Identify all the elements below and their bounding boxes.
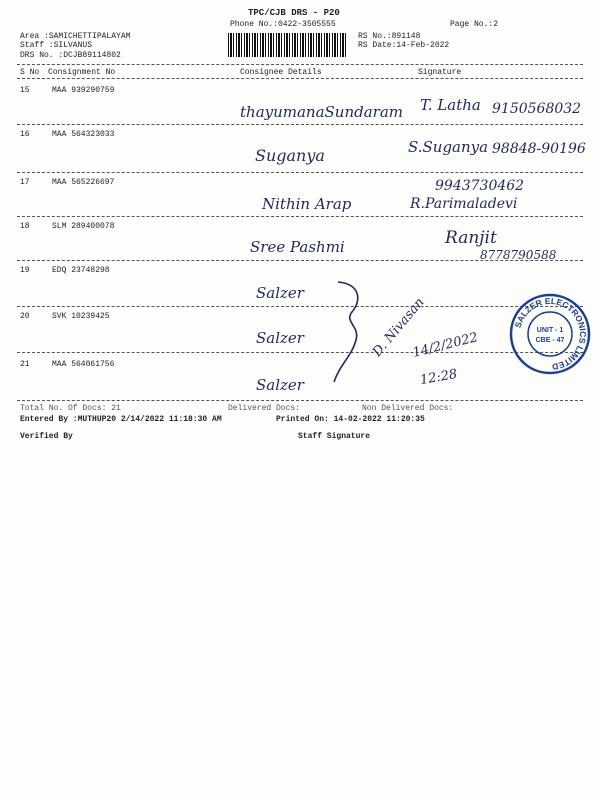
divider bbox=[17, 172, 583, 173]
barcode-image bbox=[228, 33, 348, 57]
row-sno: 21 bbox=[20, 360, 30, 369]
phone-number: Phone No.:0422-3505555 bbox=[230, 20, 336, 29]
row-consignment: MAA 564061756 bbox=[52, 360, 115, 369]
divider bbox=[17, 216, 583, 217]
receiver-date: 14/2/2022 bbox=[411, 330, 480, 361]
row-sno: 18 bbox=[20, 222, 30, 231]
company-stamp bbox=[508, 292, 592, 376]
handwritten-signature: T. Latha bbox=[420, 96, 481, 114]
staff-label: Staff :SILVANUS bbox=[20, 41, 93, 50]
handwritten-name: Nithin Arap bbox=[262, 195, 352, 213]
receiver-name: D. Nivasan bbox=[370, 295, 428, 360]
row-sno: 19 bbox=[20, 266, 30, 275]
handwritten-name: Suganya bbox=[255, 146, 325, 165]
divider bbox=[17, 78, 583, 79]
handwritten-phone: 9150568032 bbox=[492, 101, 582, 117]
divider bbox=[17, 64, 583, 65]
divider bbox=[17, 306, 583, 307]
divider bbox=[17, 352, 583, 353]
handwritten-bracket bbox=[330, 278, 370, 388]
staff-signature: Staff Signature bbox=[298, 432, 371, 441]
stamp-city: CBE - 47 bbox=[535, 337, 565, 344]
handwritten-name: Salzer bbox=[256, 329, 304, 347]
divider bbox=[17, 124, 583, 125]
handwritten-name: Salzer bbox=[256, 284, 304, 302]
handwritten-signature: Ranjit bbox=[445, 228, 497, 248]
row-sno: 16 bbox=[20, 130, 30, 139]
handwritten-phone: 8778790588 bbox=[480, 248, 557, 262]
handwritten-signature: R.Parimaladevi bbox=[410, 196, 518, 212]
row-consignment: MAA 565226697 bbox=[52, 178, 115, 187]
delivered-docs: Delivered Docs: bbox=[228, 404, 301, 413]
row-consignment: SVK 10239425 bbox=[52, 312, 110, 321]
drs-number: DRS No. :DCJB89114802 bbox=[20, 51, 121, 60]
total-docs: Total No. Of Docs: 21 bbox=[20, 404, 121, 413]
handwritten-name: Salzer bbox=[256, 376, 304, 394]
row-sno: 15 bbox=[20, 86, 30, 95]
row-consignment: MAA 939290759 bbox=[52, 86, 115, 95]
printed-on: Printed On: 14-02-2022 11:20:35 bbox=[276, 415, 425, 424]
stamp-unit: UNIT - 1 bbox=[536, 327, 564, 334]
entered-by: Entered By :MUTHUP20 2/14/2022 11:18:30 AM bbox=[20, 415, 222, 424]
row-consignment: EDQ 23748298 bbox=[52, 266, 110, 275]
area-label: Area :SAMICHETTIPALAYAM bbox=[20, 32, 131, 41]
verified-by: Verified By bbox=[20, 432, 73, 441]
row-sno: 20 bbox=[20, 312, 30, 321]
rs-number: RS No.:891148 bbox=[358, 32, 421, 41]
row-sno: 17 bbox=[20, 178, 30, 187]
rs-date: RS Date:14-Feb-2022 bbox=[358, 41, 450, 50]
divider bbox=[17, 260, 583, 261]
row-consignment: SLM 289400078 bbox=[52, 222, 115, 231]
col-header-sno: S No bbox=[20, 68, 40, 77]
divider bbox=[17, 400, 583, 401]
handwritten-name: thayumanaSundaram bbox=[240, 103, 404, 121]
doc-title: TPC/CJB DRS - P20 bbox=[248, 8, 340, 18]
col-header-signature: Signature bbox=[418, 68, 462, 77]
col-header-consignee: Consignee Details bbox=[240, 68, 322, 77]
stamp-text: SALZER ELECTRONICS LIMITED bbox=[512, 295, 589, 373]
handwritten-signature: S.Suganya bbox=[408, 138, 489, 156]
col-header-consignment: Consignment No bbox=[48, 68, 116, 77]
handwritten-name: Sree Pashmi bbox=[250, 238, 345, 256]
handwritten-phone: 98848-90196 bbox=[492, 141, 586, 157]
page-number: Page No.:2 bbox=[450, 20, 499, 29]
receiver-time: 12:28 bbox=[418, 366, 459, 389]
non-delivered-docs: Non Delivered Docs: bbox=[362, 404, 454, 413]
row-consignment: MAA 564323033 bbox=[52, 130, 115, 139]
handwritten-phone: 9943730462 bbox=[435, 178, 525, 194]
